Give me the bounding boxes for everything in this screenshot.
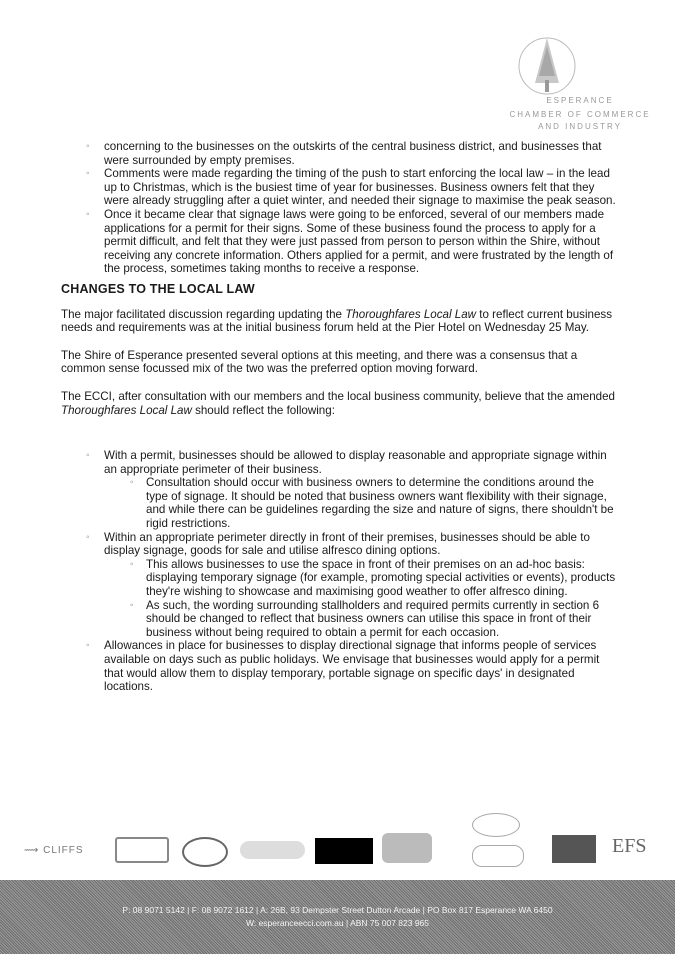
sponsor-logo-2 [115,837,169,863]
list-item: ◦ Allowances in place for businesses to display directional signage that informs people of services available on days such as public holidays. We envisage that businesses would apply for a permit that would allow them to display temporary, portable signage on specific days' in designated locations. [104,639,616,693]
cliffs-logo: ⟿ CLIFFS [24,845,84,856]
sponsor-logo-6 [382,833,432,863]
paragraph-1 [61,308,616,335]
logo-line-2: CHAMBER OF COMMERCE [509,110,651,119]
section-heading: CHANGES TO THE LOCAL LAW [61,281,255,296]
chamber-logo [505,28,655,138]
sponsor-logo-9 [552,835,596,863]
paragraph-2: The Shire of Esperance presented several options at this meeting, and there was a consensus that a common sense focussed mix of the two was the preferred option moving forward. [61,348,578,376]
text-span: to reflect current business needs and requirements was at the initial business forum held at the Pier Hotel on Wednesday 25 May. [61,307,613,335]
law-title: Thoroughfares Local Law [61,403,192,417]
list-item-text: Within an appropriate perimeter directly in front of their premises, businesses should be able to display signage, goods for sale and utilise alfresco dining options. [104,530,590,558]
efs-logo: EFS [612,835,647,857]
list-item [104,449,616,531]
sponsor-logos [0,805,675,875]
footer-contact: P: 08 9071 5142 | F: 08 9072 1612 | A: 26B, 93 Dempster Street Dutton Arcade | PO Box 817 Esperance WA 6450 [122,905,553,915]
tree-emblem-icon [505,28,655,98]
document-body [61,140,616,694]
footer-web: W: esperanceecci.com.au | ABN 75 007 823 965 [245,918,430,928]
list-item-text: With a permit, businesses should be allowed to display reasonable and appropriate signage within an appropriate perimeter of their business. [104,449,607,476]
footer-bar [0,880,675,954]
sponsor-logo-7 [472,813,520,837]
sub-list [104,558,616,640]
efi-logo-icon [182,837,228,867]
sub-list-item: ◦ Consultation should occur with business owners to determine the conditions around the type of signage. It should be noted that business owners want flexibility with their signage, and while there can be guidelines regarding the size and nature of signs, there shouldn't be rigid restrictions. [146,476,616,530]
sub-list-item: ◦ As such, the wording surrounding stallholders and required permits currently in section 6 should be changed to reflect that business owners can utilise this space in front of their business without being required to obtain a permit for each occasion. [146,599,616,640]
text-span: should reflect the following: [191,403,335,417]
list-item: ◦ Comments were made regarding the timing of the push to start enforcing the local law – in the lead up to Christmas, which is the busiest time of year for businesses. Business owners felt that they were already struggling after a quiet winter, and needed their signage to maximise the peak season. [104,167,616,208]
logo-line-1: ESPERANCE [546,96,614,105]
logo-line-3: AND INDUSTRY [538,122,622,131]
redacted-logo [315,838,373,864]
list-item [104,531,616,640]
list-item: ◦ concerning to the businesses on the outskirts of the central business district, and businesses that were surrounded by empty premises. [104,140,616,167]
sub-list [104,476,616,530]
list-item: ◦ Once it became clear that signage laws were going to be enforced, several of our members made applications for a permit for their signs. Some of these business found the process to apply for a permit difficult, and felt that they were just passed from person to person within the Shire, without receiving any concrete information. Others applied for a permit, and were frustrated by the length of the process, sometimes taking months to receive a response. [104,208,616,276]
text-span: The major facilitated discussion regarding updating the [61,307,346,321]
sponsor-logo-8 [472,845,524,867]
sub-list-item: ◦ This allows businesses to use the space in front of their premises on an ad-hoc basis: displaying temporary signage (for example, promoting special activities or events), products they're wishing to showcase and maximising good weather to offer alfresco dining. [146,558,616,599]
recommendation-list [61,449,616,694]
sponsor-logo-4 [240,841,305,859]
paragraph-3 [61,390,616,417]
law-title: Thoroughfares Local Law [345,307,477,321]
top-bullet-list [61,140,616,276]
cliffs-logo-text: CLIFFS [43,845,84,856]
text-span: The ECCI, after consultation with our members and the local business community, believe that the amended [61,389,615,403]
